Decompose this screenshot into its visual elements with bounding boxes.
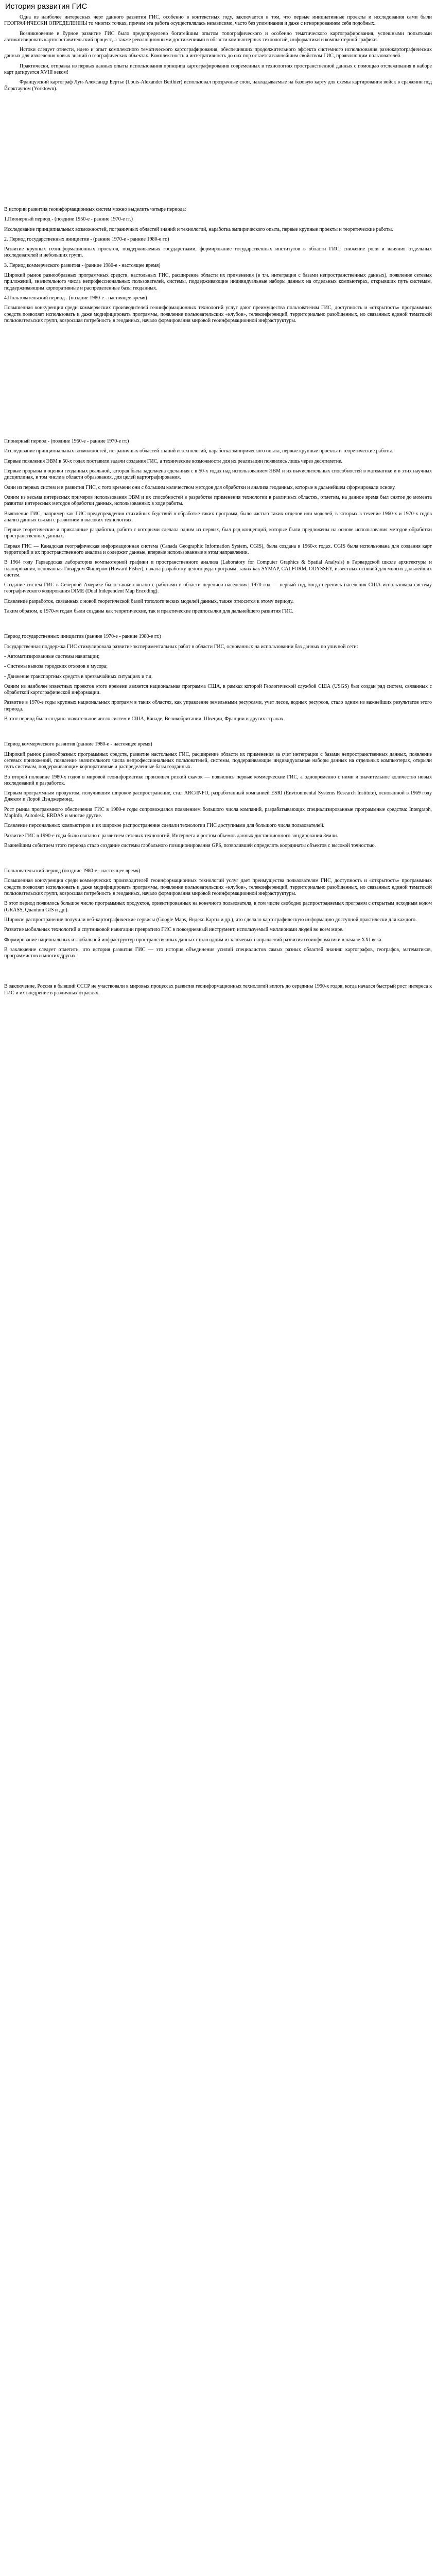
period-description: Развитие крупных геоинформационных проектов, поддерживаемых государствами, формирование государственных институтов в области ГИС, снижение роли и влияния отдельных исследователей и небольших групп. <box>4 246 432 259</box>
section-spacer <box>4 726 432 741</box>
document-page <box>4 0 432 996</box>
section-paragraph: Формирование национальных и глобальной инфраструктур пространственных данных стало одним из ключевых направлений развития геоинформатики в начале XXI века. <box>4 937 383 943</box>
intro-paragraph: Одна из наиболее интересных черт данного развития ГИС, особенно в контекстных году, заключается в том, что первые инициативные проекты и исследования сами были ГЕОГРАФИЧЕСКИ ОПРЕДЕЛЕННЫ то многих точках, причем эта работа осуществлялась независимо, часто без упоминания и даже с игнорированием себя подобных. <box>4 14 432 27</box>
intro-paragraph: Истоки следует отнести, идею и опыт комплексного тематического картографирования, обеспечивших продолжительного эффекта системного использования разнокартографических данных для извлечения новых знаний о географических объектах. Комплексность и интегративность до сих пор остается важнейшим свойством ГИС, проявляющим пользователей. <box>4 47 432 59</box>
section-paragraph: Первые прорывы в оценки геоданных реальной, которая была задолжена сделанная с в 50-х годах над использованием ЭВМ и их вычислительных способностей в математике и в этих научных дисциплинах, в том числе в области образования, для целей картографирования. <box>4 468 432 481</box>
section-paragraph: Первым программным продуктом, получившим широкое распространение, стал ARC/INFO, разработанный компанией ESRI (Environmental Systems Research Institute), основанной в 1969 году Джеком и Лорой Дэнджермонд. <box>4 790 432 803</box>
page-title: История развития ГИС <box>5 2 88 11</box>
state-section <box>4 634 432 722</box>
section-paragraph: Первые теоретические и прикладные разработки, работа с которыми сделала одним из первых, был ряд концепций, которые были предложены на основе использования методов обработки пространственных данных. <box>4 527 432 539</box>
conclusion-paragraph: В заключение, Россия в бывший СССР не участвовали в мировых процессах развития геоинформационных технологий вплоть до середины 1990-х годов, когда начался быстрый рост интереса к ГИС и их внедрение в различных отраслях. <box>4 984 432 996</box>
user-section <box>4 868 432 959</box>
period-heading: 1.Пионерный период - (поздние 1950-е - ранние 1970-е гг.) <box>4 216 133 223</box>
section-paragraph: Широкий рынок разнообразных программных средств, развитие настольных ГИС, расширение области их применения за счет интеграции с базами непространственных данных, появление сетевых приложений, появление значительного числа непрофессиональных пользователей, системы, поддерживающие индивидуальные наборы данных на отдельных компьютерах, открыли путь системам, поддерживающим корпоративные и распределенные базы геоданных. <box>4 751 432 770</box>
section-paragraph: Первая ГИС — Канадская географическая информационная система (Canada Geographic Information System, CGIS), была создана в 1960-х годах. CGIS была использована для создания карт территорий и их пространственного анализа и содержит данные, впервые использованные в этом направлении. <box>4 543 432 555</box>
section-paragraph: Государственная поддержка ГИС стимулировала развитие экспериментальных работ в области ГИС, основанных на использовании баз данных по уличной сети: <box>4 643 358 650</box>
list-item: - Системы вывоза городских отходов и мусора; <box>4 664 108 670</box>
commercial-section <box>4 741 432 849</box>
section-paragraph: Один из первых систем и в развития ГИС, с того времени они с большим количеством методов для обработки и анализа геоданных, которые в дальнейшем сформировали основу. <box>4 484 396 490</box>
section-paragraph: Появление персональных компьютеров и их широкое распространение сделали технологии ГИС доступными для большого числа пользователей. <box>4 823 325 829</box>
section-paragraph: Одним из наиболее известных проектов этого времени является национальная программа США, в рамках которой Геологической службой США (USGS) был создан ряд систем, связанных с обработкой картографической информации. <box>4 683 432 696</box>
section-paragraph: В этот период появилось большое число программных продуктов, ориентированных на конечного пользователя, в том числе свободно распространяемых программ с открытым исходным кодом (GRASS, Quantum GIS и др.). <box>4 901 432 913</box>
period-heading: 3. Период коммерческого развития - (ранние 1980-е - настоящее время) <box>4 262 161 268</box>
section-spacer <box>4 853 432 868</box>
intro-paragraph: Практически, отправка из первых данных опыты использования принципа картографирования современных в технологиях пространственной данных с помощью отслеживания в наборе карт датируется XVIII веком! <box>4 63 432 76</box>
period-description: Исследование принципиальных возможностей, пограничных областей знаний и технологий, наработка эмпирического опыта, первые крупные проекты и теоретические работы. <box>4 226 393 232</box>
periods-intro: В истории развития геоинформационных систем можно выделить четыре периода: <box>4 206 186 212</box>
section-paragraph: Развитие ГИС в 1990-е годы было связано с развитием сетевых технологий, Интернета и ростом объемов данных дистанционного зондирования Земли. <box>4 833 338 839</box>
period-description: Широкий рынок разнообразных программных средств, настольных ГИС, расширение области их применения (в т.ч. интеграция с базами непространственных данных), появление сетевых приложений, значительного числа непрофессиональных пользователей, системы, поддерживающие индивидуальные наборы данных на отдельных компьютерах, открывших путь системам, поддерживающим корпоративные и распределенные базы геоданных. <box>4 273 432 291</box>
section-paragraph: Таким образом, к 1970-м годам были созданы как теоретические, так и практические предпосылки для дальнейшего развития ГИС. <box>4 608 293 615</box>
section-paragraph: Создание систем ГИС в Северной Америке было также связано с работами в области переписи населения: 1970 год — первый год, когда перепись населения США использовала систему географического кодирования DIME (Dual Independent Map Encoding). <box>4 582 432 595</box>
periods-section <box>4 207 432 324</box>
section-paragraph: Появление разработок, связанных с новой теоретической базой топологических моделей данных, также относится к этому периоду. <box>4 598 294 604</box>
section-paragraph: Широкое распространение получили веб-картографические сервисы (Google Maps, Яндекс.Карты и др.), что сделало картографическую информацию доступной практически для каждого. <box>4 917 417 923</box>
section-heading: Период государственных инициатив (ранние 1970-е - ранние 1980-е гг.) <box>4 634 161 640</box>
intro-paragraph: Французский картограф Луи-Александр Бертье (Louis-Alexander Berthier) использовал прозрачные слои, накладываемые на базовую карту для схемы картирования войск в сражении под Йорктауном (Yorktown). <box>4 79 432 92</box>
section-paragraph: Повышенная конкуренция среди коммерческих производителей геоинформационных технологий услуг дает преимущества пользователям ГИС, доступность и «открытость» программных средств позволяет использовать и даже модифицировать программы, появление пользовательских «клубов», телеконференций, территориально разобщенных, но связанных единой тематикой пользовательских групп, возросшая потребность в геоданных, начало формирования мировой геоинформационной инфраструктуры. <box>4 878 432 897</box>
period-description: Повышенная конкуренция среди коммерческих производителей геоинформационных технологий услуг дают преимущества пользователям ГИС, доступность и «открытость» программных средств позволяет использовать и даже модифицировать программы, появление пользовательских «клубов», телеконференций, территориально разобщенных, но связанных единой тематикой пользовательских групп, возросшая потребность в геоданных, начало формирования мировой геоинформационной инфраструктуры. <box>4 305 432 324</box>
figure-space <box>4 328 432 438</box>
section-paragraph: Развитие в 1970-е годы крупных национальных программ в таких областях, как управление земельными ресурсами, учет лесов, водных ресурсов, стало одним из важнейших результатов этого периода. <box>4 700 432 712</box>
section-paragraph: Во второй половине 1980-х годов в мировой геоинформатике произошел резкий скачок — появились первые коммерческие ГИС, а одновременно с ними и значительное количество новых исследований и разработок. <box>4 774 432 786</box>
list-item: - Автоматизированные системы навигации; <box>4 653 100 659</box>
section-paragraph: Выявление ГИС, например как ГИС предупреждения стихийных бедствий в обработке таких программ, было частью таких отделов или моделей, в которых в течение 1960-х и 1970-х годов анализ данных связан с развитием в высоких технологиях. <box>4 511 432 523</box>
section-paragraph: Первые появления ЭВМ в 50-х годах поставили задачи создания ГИС, а технические возможности для их реализации появились лишь через десятилетие. <box>4 458 343 464</box>
section-paragraph: Важнейшим событием этого периода стало создание системы глобального позиционирования GPS, позволившей определять координаты объектов с высокой точностью. <box>4 842 376 849</box>
intro-section <box>4 14 432 92</box>
section-paragraph: Рост рынка программного обеспечения ГИС в 1980-е годы сопровождался появлением большого числа компаний, разрабатывающих специализированные программные средства: Intergraph, MapInfo, Autodesk, ERDAS и многие другие. <box>4 806 432 819</box>
section-paragraph: В 1964 году Гарвардская лаборатория компьютерной графики и пространственного анализа (Laboratory for Computer Graphics & Spatial Analysis) в Гарвардской школе архитектуры и планирования, основанная Говардом Фишером (Howard Fisher), начала разработку целого ряда программ, таких как SYMAP, CALFORM, ODYSSEY, известных основой для многих дальнейших систем. <box>4 560 432 578</box>
section-paragraph: Одним из весьма интересных примеров использования ЭВМ и их способностей в разработке применения технологии в различных областях, отметим, на данное время был снятое до момента развития интересных методов обработки данных, использованных в ходе работы. <box>4 494 432 507</box>
list-item: - Движение транспортных средств в чрезвычайных ситуациях и т.д. <box>4 673 153 680</box>
section-spacer <box>4 963 432 984</box>
section-paragraph: Развитие мобильных технологий и спутниковой навигации превратило ГИС в повседневный инструмент, используемый миллионами людей во всем мире. <box>4 927 344 933</box>
section-paragraph: В заключение следует отметить, что история развития ГИС — это история объединения усилий специалистов самых разных областей знания: картографов, географов, математиков, программистов и многих других. <box>4 946 432 959</box>
section-paragraph: В этот период было создано значительное число систем в США, Канаде, Великобритании, Швеции, Франции и других странах. <box>4 716 285 722</box>
pioneer-section <box>4 438 432 615</box>
section-heading: Период коммерческого развития (ранние 1980-е - настоящее время) <box>4 741 152 748</box>
section-paragraph: Исследование принципиальных возможностей, пограничных областей знаний и технологий, наработка эмпирического опыта, первые крупные проекты и теоретические работы. <box>4 448 393 454</box>
section-heading: Пионерный период - (поздние 1950-е - ранние 1970-е гг.) <box>4 438 129 445</box>
section-spacer <box>4 618 432 634</box>
period-heading: 2. Период государственных инициатив - (ранние 1970-е - ранние 1980-е гг.) <box>4 236 169 242</box>
intro-paragraph: Возникновение в бурное развитие ГИС было предопределено богатейшим опытом топографического и особенно тематического картографирования, успешными попытками автоматизировать картосоставительский процесс, а также революционными достижениями в области компьютерных технологий, информатики и компьютерной графики. <box>4 30 432 43</box>
section-heading: Пользовательский период (поздние 1980-е - настоящее время) <box>4 868 141 874</box>
figure-space <box>4 96 432 207</box>
period-heading: 4.Пользовательский период - (поздние 1980-е - настоящее время) <box>4 295 147 301</box>
